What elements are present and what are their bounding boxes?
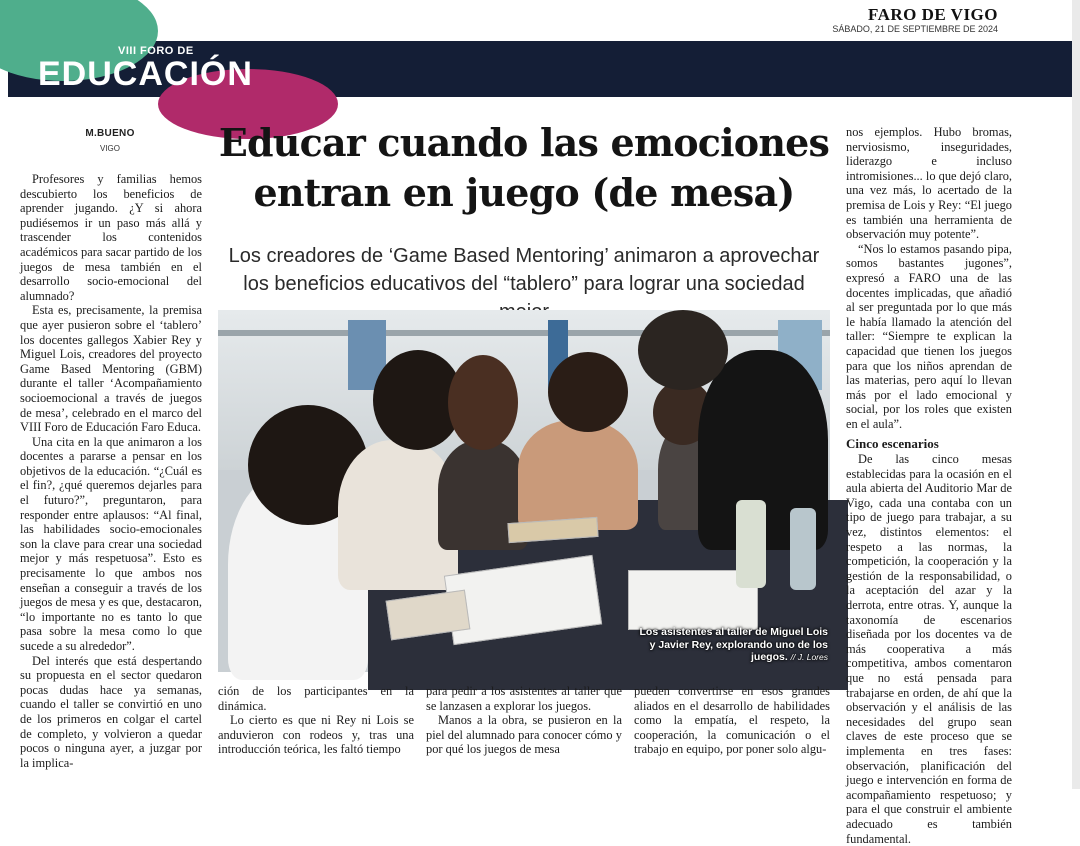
- article-photo: [218, 310, 830, 672]
- paragraph: Una cita en la que animaron a los docentes a pararse a pensar en los objetivos de la educación. “¿Cuál es el fin?, ¿qué queremos dejarles para el futuro?”, preguntaron, para responder entre aplausos: “Al final, las habilidades socio-emocionales son la clave para crear una sociedad mejor y más respetuosa”. Esto es precisamente lo que ambos nos enseñan a conseguir a través de los juegos de mesa y es que, destacaron, “lo importante no es tanto lo que pasa sobre la mesa como lo que sucede a su alrededor”.: [20, 434, 202, 653]
- author-city: VIGO: [99, 144, 120, 153]
- banner-kicker: VIII FORO DE: [118, 45, 194, 57]
- photo-person: [518, 420, 638, 530]
- paragraph: “Nos lo estamos pasando pipa, somos bastantes jugones”, expresó a FARO una de las docentes implicadas, que añadió al ser preguntada por lo que más le había llamado la atención del taller: “Siempre te explican la capacidad que tienen los juegos para que los niños aprendan de las materias, pero aquí lo llevan más por el lado emocional y social, por los roles que existen en el aula”.: [846, 241, 1012, 431]
- photo-caption: [638, 626, 828, 664]
- masthead: FARO DE VIGO: [867, 5, 998, 24]
- article-subhead: Los creadores de ‘Game Based Mentoring’ animaron a aprovechar los beneficios educativos del “tablero” para lograr una sociedad: [228, 245, 820, 295]
- article-column-5: [846, 125, 1012, 846]
- paragraph: De las cinco mesas establecidas para la ocasión en el aula abierta del Auditorio Mar de Vigo, cada una contaba con un tipo de juego para trabajar, a su vez, distintos elementos: el respeto a las normas, la competición, la cooperación y la gestión de la responsabilidad, o la aceptación del azar y la derrota, entre otras. Y, aunque la taxonomía de escenarios diseñada por los docentes va de más cooperativa a más competitiva, ambos comentaron que no está pensada para trabajarse en orden, de ahí que la observación y el análisis de las necesidades del grupo sean claves de este proceso que se implementa en tres fases: observación, planificación del juego e intervención en forma de acompañamiento respetuoso; y para el que construir el ambiente adecuado es también fundamental.: [846, 452, 1012, 846]
- photo-person-head: [638, 310, 728, 390]
- section-subtitle: Cinco escenarios: [846, 436, 939, 452]
- paragraph: para pedir a los asistentes al taller que se lanzasen a explorar los juegos.: [426, 684, 622, 713]
- photo-rail: [218, 330, 830, 336]
- photo-person-head: [448, 355, 518, 450]
- publication-date: SÁBADO, 21 DE SEPTIEMBRE DE 2024: [832, 24, 998, 34]
- paragraph: nos ejemplos. Hubo bromas, nerviosismo, inseguridades, liderazgo e incluso intromisiones... lo que dejó claro, una vez más, lo acertado de la premisa de Lois y Rey: “El juego es también una herramienta de observación muy potente”.: [846, 125, 1012, 242]
- article-column-2: [218, 684, 414, 757]
- photo-credit: // J. Lores: [790, 652, 828, 662]
- author-name: M.BUENO: [85, 128, 135, 139]
- article-column-3: [426, 684, 622, 757]
- article-headline: Educar cuando las emociones entran en juego (de mesa): [218, 120, 830, 215]
- article-column-4: [634, 684, 830, 757]
- paragraph: ción de los participantes en la dinámica.: [218, 684, 414, 713]
- forum-banner: [8, 41, 1072, 97]
- paragraph: pueden convertirse en esos grandes aliados en el desarrollo de habilidades como la empatía, el respeto, la cooperación, la comunicación o el trabajo en equipo, por poner solo algu-: [634, 684, 830, 757]
- caption-text: Los asistentes al taller de Miguel Lois y Javier Rey, explorando uno de los juegos.: [639, 626, 828, 663]
- article-column-1: [20, 172, 202, 770]
- photo-bottle: [736, 500, 766, 588]
- page-edge: [1072, 0, 1080, 789]
- banner-title: EDUCACIÓN: [38, 55, 253, 93]
- paragraph: Del interés que está despertando su propuesta en el sector quedaron pocas dudas hace ya semanas, cuando el taller se convirtió en uno de los primeros en colgar el cartel de completo, y volvieron a quedar pocos o ninguna ayer, a juzgar por la implica-: [20, 653, 202, 770]
- page-header: [0, 0, 1080, 40]
- paragraph: Esta es, precisamente, la premisa que ayer pusieron sobre el ‘tablero’ los docentes gallegos Xabier Rey y Miguel Lois, creadores del proyecto Game Based Mentoring (GBM) durante el taller ‘Acompañamiento socioemocional a través de juegos de mesa’, celebrado en el marco del VIII Foro de Educación Faro Educa.: [20, 303, 202, 435]
- paragraph: Lo cierto es que ni Rey ni Lois se anduvieron con rodeos y, tras una introducción teórica, les faltó tiempo: [218, 713, 414, 757]
- photo-bottle: [790, 508, 816, 590]
- paragraph: Manos a la obra, se pusieron en la piel del alumnado para conocer cómo y por qué los juegos de mesa: [426, 713, 622, 757]
- photo-person-head: [548, 352, 628, 432]
- paragraph: Profesores y familias hemos descubierto los beneficios de aprender jugando. ¿Y si ahora pudiésemos ir un paso más allá y trascender los contenidos académicos para sacar partido de los juegos de mesa también en el desarrollo socio-emocional del alumnado?: [20, 172, 202, 303]
- byline: [20, 128, 200, 153]
